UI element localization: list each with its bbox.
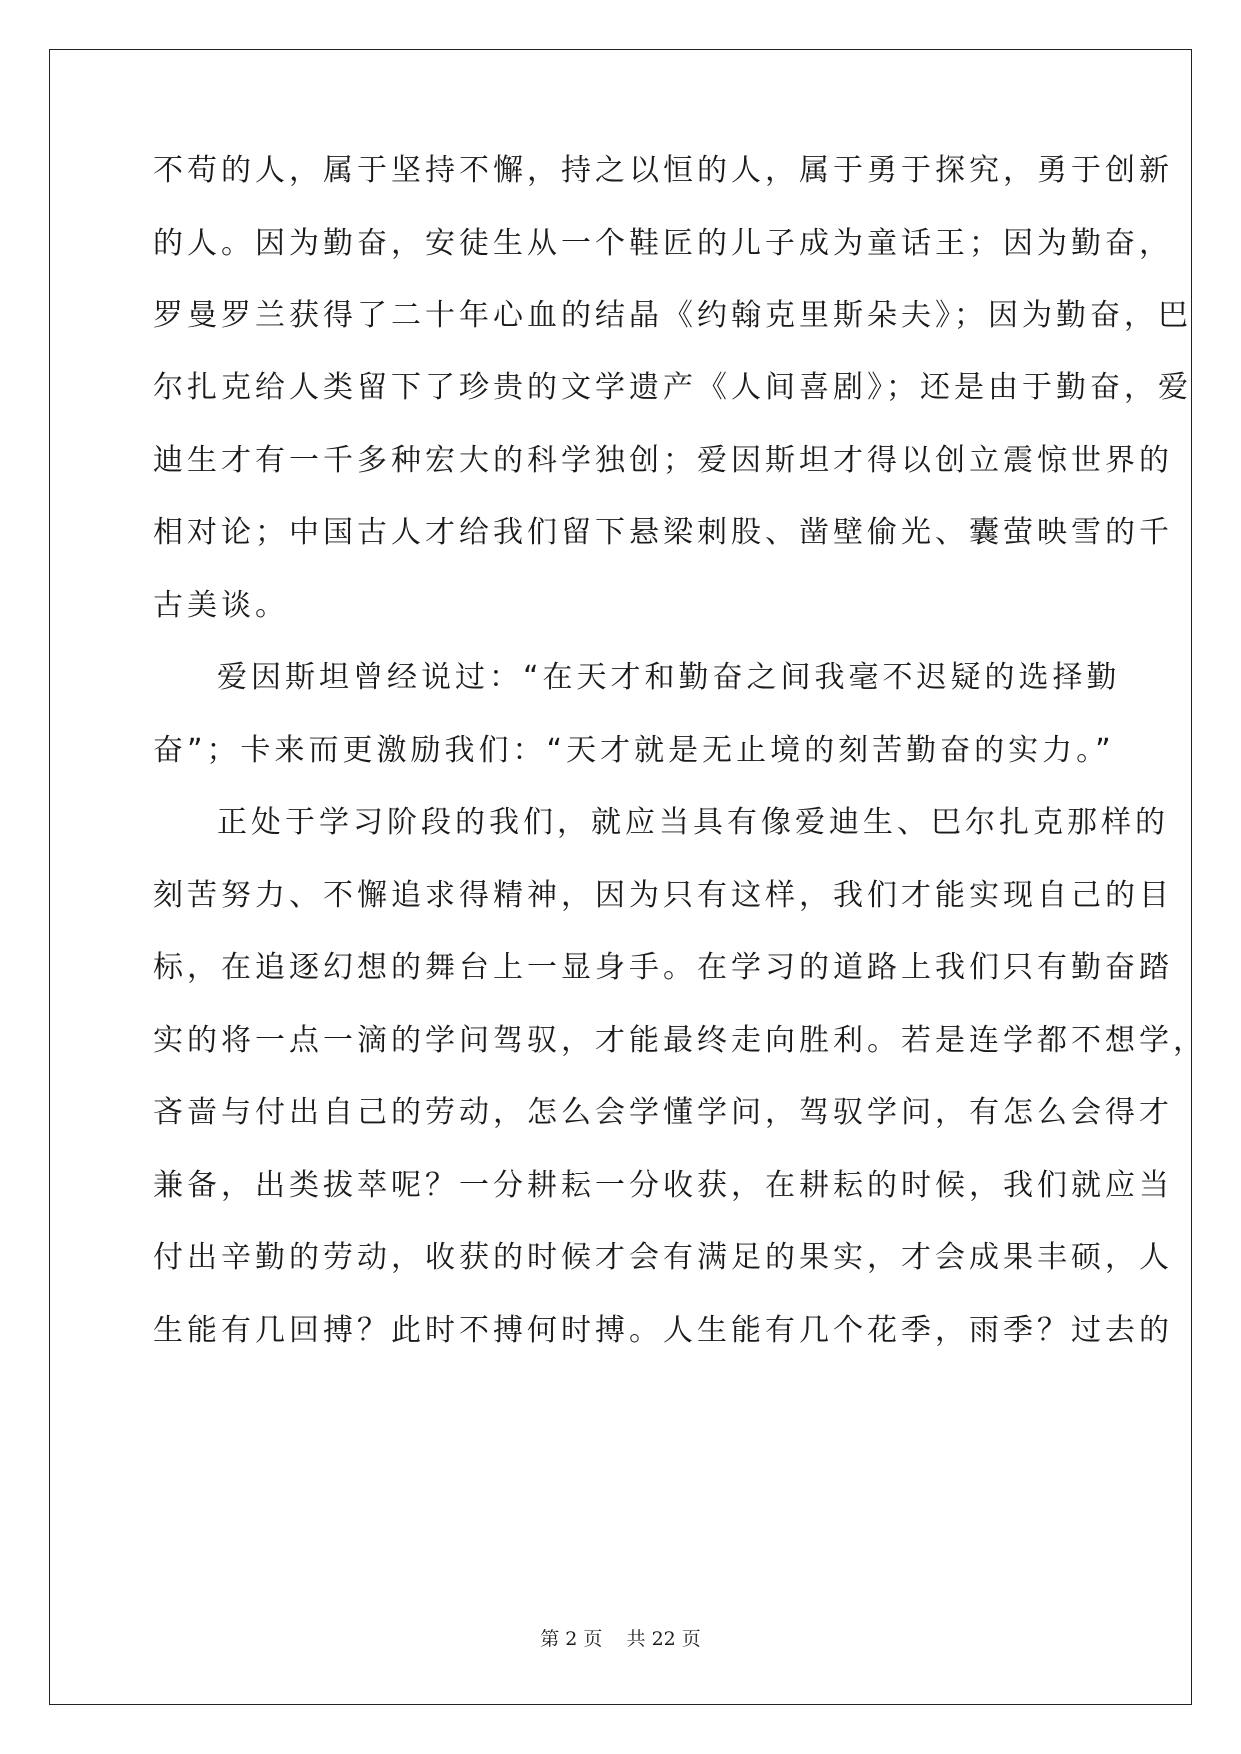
body-line: 不苟的人，属于坚持不懈，持之以恒的人，属于勇于探究，勇于创新: [153, 153, 1173, 188]
body-line: 迪生才有一千多种宏大的科学独创；爱因斯坦才得以创立震惊世界的: [153, 443, 1173, 478]
body-line: 标，在追逐幻想的舞台上一显身手。在学习的道路上我们只有勤奋踏: [153, 950, 1173, 985]
page-footer: [0, 1624, 1241, 1651]
body-line: 生能有几回搏？此时不搏何时搏。人生能有几个花季，雨季？过去的: [153, 1313, 1173, 1348]
body-line: 兼备，出类拔萃呢？一分耕耘一分收获，在耕耘的时候，我们就应当: [153, 1168, 1173, 1203]
body-line: 付出辛勤的劳动，收获的时候才会有满足的果实，才会成果丰硕，人: [153, 1240, 1173, 1275]
body-line: 古美谈。: [153, 588, 289, 623]
body-line: 奋”；卡来而更激励我们：“天才就是无止境的刻苦勤奋的实力。”: [153, 733, 1115, 768]
body-line: 正处于学习阶段的我们，就应当具有像爱迪生、巴尔扎克那样的: [217, 805, 1169, 840]
body-line: 刻苦努力、不懈追求得精神，因为只有这样，我们才能实现自己的目: [153, 878, 1173, 913]
body-line: 尔扎克给人类留下了珍贵的文学遗产《人间喜剧》；还是由于勤奋，爱: [153, 370, 1192, 405]
body-line: 爱因斯坦曾经说过：“在天才和勤奋之间我毫不迟疑的选择勤: [217, 660, 1121, 695]
page-number-label: 第 2 页 共 22 页: [540, 1628, 701, 1650]
body-line: 罗曼罗兰获得了二十年心血的结晶《约翰克里斯朵夫》；因为勤奋，巴: [153, 298, 1192, 333]
body-line: 的人。因为勤奋，安徒生从一个鞋匠的儿子成为童话王；因为勤奋，: [153, 226, 1173, 261]
body-line: 相对论；中国古人才给我们留下悬梁刺股、凿壁偷光、囊萤映雪的千: [153, 515, 1173, 550]
body-line: 实的将一点一滴的学问驾驭，才能最终走向胜利。若是连学都不想学，: [153, 1023, 1207, 1058]
body-line: 吝啬与付出自己的劳动，怎么会学懂学问，驾驭学问，有怎么会得才: [153, 1095, 1173, 1130]
